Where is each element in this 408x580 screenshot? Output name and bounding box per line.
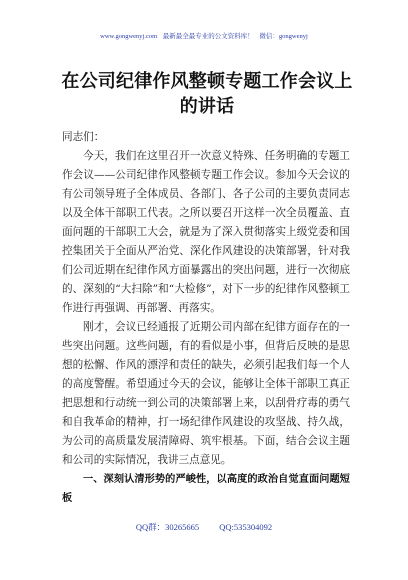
site-footer [0,521,408,533]
document-body [62,128,350,508]
site-url-link[interactable]: www.gongwenyj.com [100,33,158,40]
greeting: 同志们： [62,131,105,143]
wechat-id: 微信：gongwenyj [259,33,308,40]
body-paragraph: 刚才，会议已经通报了近期公司内部在纪律方面存在的一些突出问题。这些问题，有的看似是小事，但背后反映的是思想的松懈、作风的漂浮和责任的缺失，必须引起我们每一个人的高度警醒。希望通过今天的会议，能够让全体干部职工真正把思想和行动统一到公司的决策部署上来，以刮骨疗毒的勇气和自我革命的精神，打一场纪律作风建设的攻坚战、持久战，为公司的高质量发展清障碍、筑牢根基。下面，结合会议主题和公司的实际情况，我讲三点意见。 [62,321,350,466]
section-heading: 一、深刻认清形势的严峻性，以高度的政治自觉直面问题短板 [62,474,350,504]
qq-contact: QQ:535304092 [219,522,273,532]
qq-group: QQ群：30265665 [135,522,200,532]
document-title: 在公司纪律作风整顿专题工作会议上的讲话 [61,71,353,117]
site-slogan: 最新最全最专业的公文资料库！ [162,33,254,40]
site-header [0,31,408,40]
body-paragraph: 今天，我们在这里召开一次意义特殊、任务明确的专题工作会议——公司纪律作风整顿专题工作会议。参加今天会议的有公司领导班子全体成员、各部门、各子公司的主要负责同志以及全体干部职工代表。之所以要召开这样一次全员覆盖、直面问题的干部职工大会，就是为了深入贯彻落实上级党委和国控集团关于全面从严治党、深化作风建设的决策部署，针对我们公司近期在纪律作风方面暴露出的突出问题，进行一次彻底的、深刻的“大扫除”和“大检修”，对下一步的纪律作风整顿工作进行再强调、再部署、再落实。 [62,150,350,314]
